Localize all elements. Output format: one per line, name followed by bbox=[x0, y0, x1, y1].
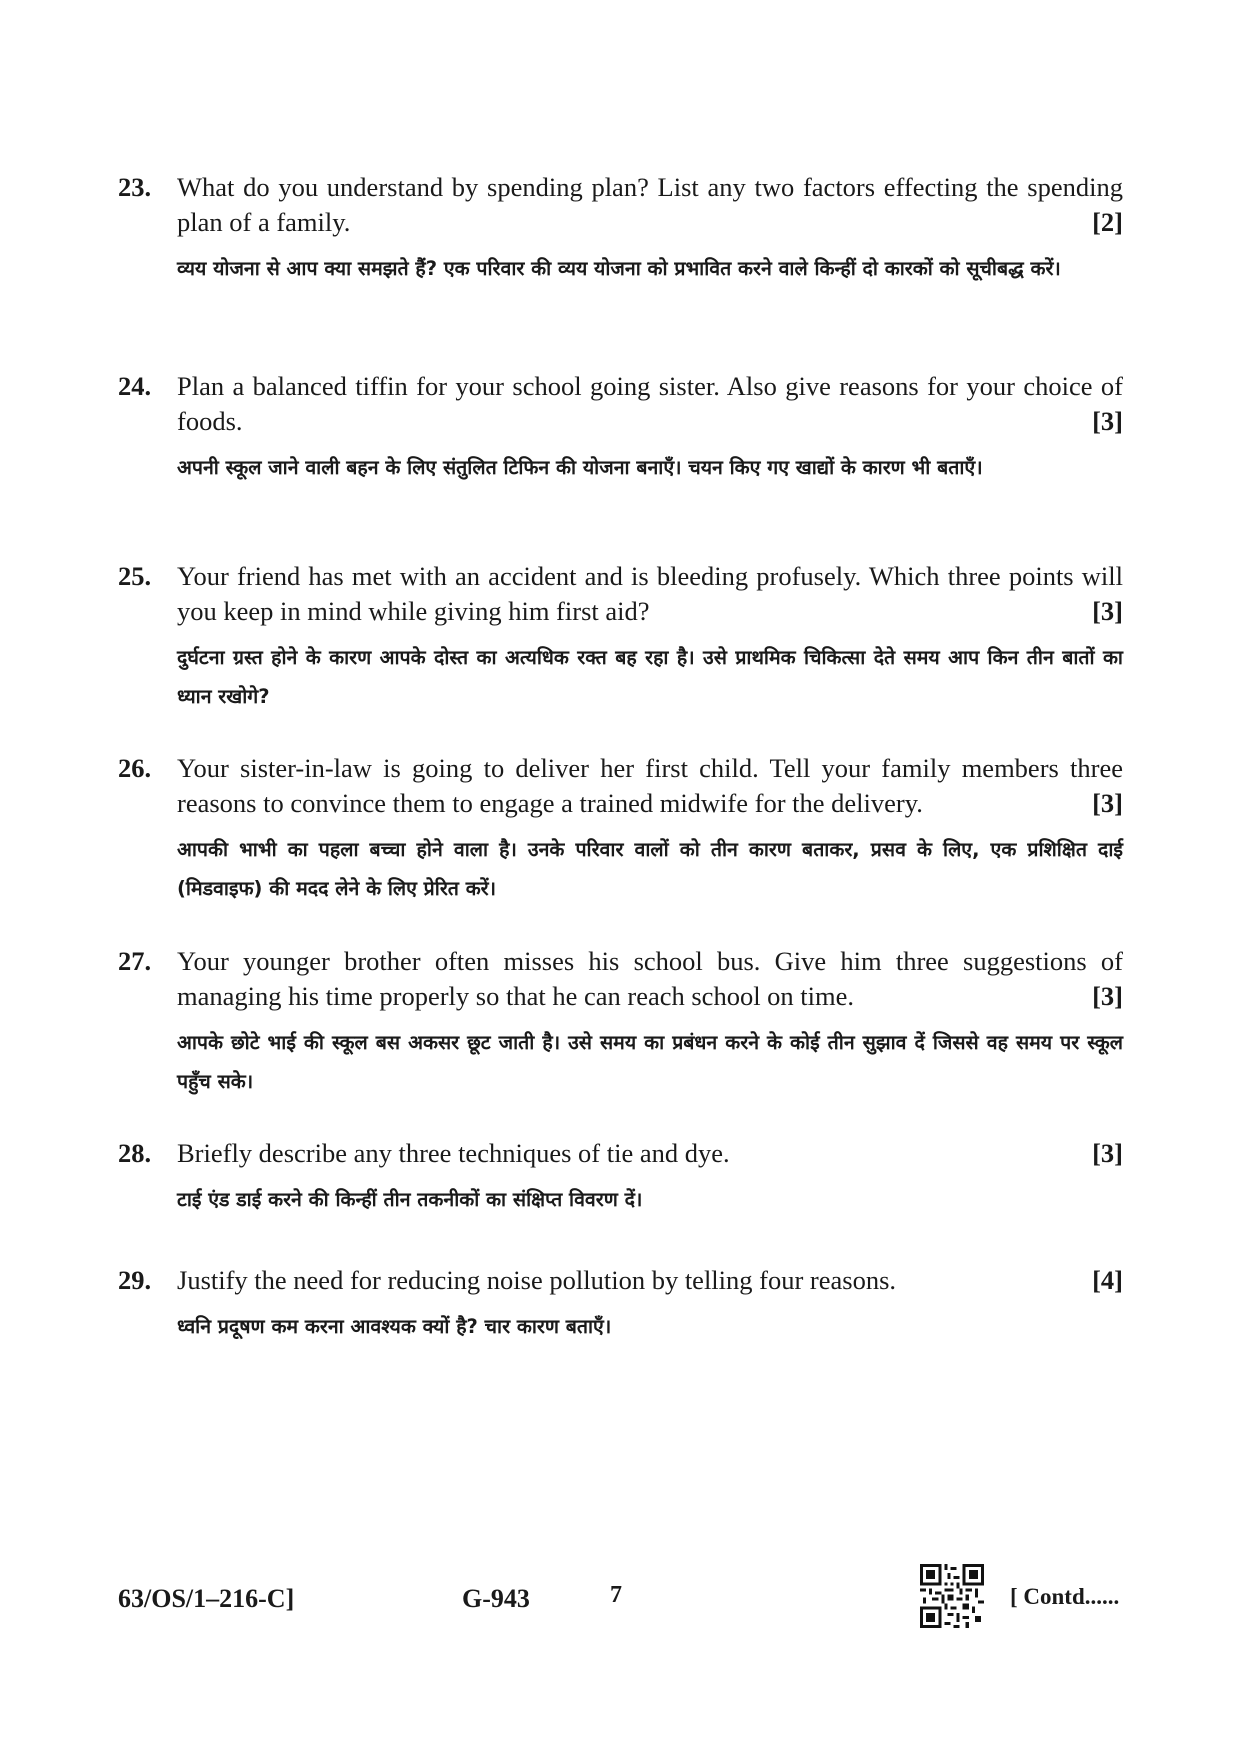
continued-label: [ Contd...... bbox=[1010, 1584, 1120, 1609]
question-number: 25. bbox=[118, 561, 152, 591]
question-hindi: व्यय योजना से आप क्या समझते हैं? एक परिवार की व्यय योजना को प्रभावित करने वाले किन्हीं दो कारकों को सूचीबद्ध करें। bbox=[177, 257, 1061, 280]
question-english bbox=[118, 944, 1123, 1014]
question-number: 29. bbox=[118, 1265, 152, 1295]
question-number: 26. bbox=[118, 753, 152, 783]
question-hindi: आपके छोटे भाई की स्कूल बस अकसर छूट जाती है। उसे समय का प्रबंधन करने के कोई तीन सुझाव दें जिससे वह समय पर स्कूल पहुँच सके। bbox=[177, 1031, 1123, 1093]
question-24 bbox=[118, 369, 1123, 487]
question-text: Your sister-in-law is going to deliver her first child. Tell your family members three reasons to convince them to engage a trained midwife for the delivery. bbox=[177, 753, 1123, 818]
question-number: 27. bbox=[118, 946, 152, 976]
question-hindi: ध्वनि प्रदूषण कम करना आवश्यक क्यों है? चार कारण बताएँ। bbox=[177, 1315, 612, 1338]
question-29 bbox=[118, 1263, 1123, 1346]
question-text: Briefly describe any three techniques of tie and dye. bbox=[177, 1138, 730, 1168]
series-code: G-943 bbox=[462, 1584, 530, 1613]
question-25 bbox=[118, 559, 1123, 716]
paper-code: 63/OS/1–216-C] bbox=[118, 1584, 295, 1613]
question-hindi: अपनी स्कूल जाने वाली बहन के लिए संतुलित टिफिन की योजना बनाएँ। चयन किए गए खाद्यों के कारण भी बताएँ। bbox=[177, 456, 983, 479]
question-hindi: दुर्घटना ग्रस्त होने के कारण आपके दोस्त का अत्यधिक रक्त बह रहा है। उसे प्राथमिक चिकित्सा देते समय आप किन तीन बातों का ध्यान रखोगे? bbox=[177, 646, 1123, 708]
question-number: 28. bbox=[118, 1138, 152, 1168]
question-23 bbox=[118, 170, 1123, 288]
question-english bbox=[118, 170, 1123, 240]
question-28 bbox=[118, 1136, 1123, 1219]
page-footer bbox=[0, 1564, 1241, 1634]
question-english bbox=[118, 751, 1123, 821]
question-english bbox=[118, 369, 1123, 439]
question-english bbox=[118, 559, 1123, 629]
question-text: Your younger brother often misses his school bus. Give him three suggestions of managing his time properly so that he can reach school on time. bbox=[177, 946, 1123, 1011]
question-27 bbox=[118, 944, 1123, 1101]
question-number: 24. bbox=[118, 371, 152, 401]
marks-label: [3] bbox=[1092, 981, 1123, 1011]
question-number: 23. bbox=[118, 172, 152, 202]
question-hindi: आपकी भाभी का पहला बच्चा होने वाला है। उनके परिवार वालों को तीन कारण बताकर, प्रसव के लिए, एक प्रशिक्षित दाई (मिडवाइफ) की मदद लेने के लिए प्रेरित करें। bbox=[177, 838, 1123, 900]
question-english bbox=[118, 1136, 1123, 1171]
question-hindi: टाई एंड डाई करने की किन्हीं तीन तकनीकों का संक्षिप्त विवरण दें। bbox=[177, 1188, 643, 1211]
question-text: Your friend has met with an accident and is bleeding profusely. Which three points will you keep in mind while giving him first aid? bbox=[177, 561, 1123, 626]
page-number: 7 bbox=[610, 1582, 622, 1608]
marks-label: [3] bbox=[1092, 788, 1123, 818]
marks-label: [3] bbox=[1092, 406, 1123, 436]
question-26 bbox=[118, 751, 1123, 908]
question-text: Plan a balanced tiffin for your school going sister. Also give reasons for your choice of foods. bbox=[177, 371, 1123, 436]
qr-code-icon bbox=[920, 1564, 984, 1628]
question-text: Justify the need for reducing noise pollution by telling four reasons. bbox=[177, 1265, 897, 1295]
marks-label: [3] bbox=[1092, 1138, 1123, 1168]
marks-label: [4] bbox=[1092, 1265, 1123, 1295]
marks-label: [3] bbox=[1092, 596, 1123, 626]
question-english bbox=[118, 1263, 1123, 1298]
question-text: What do you understand by spending plan? List any two factors effecting the spending plan of a family. bbox=[177, 172, 1123, 237]
marks-label: [2] bbox=[1092, 207, 1123, 237]
